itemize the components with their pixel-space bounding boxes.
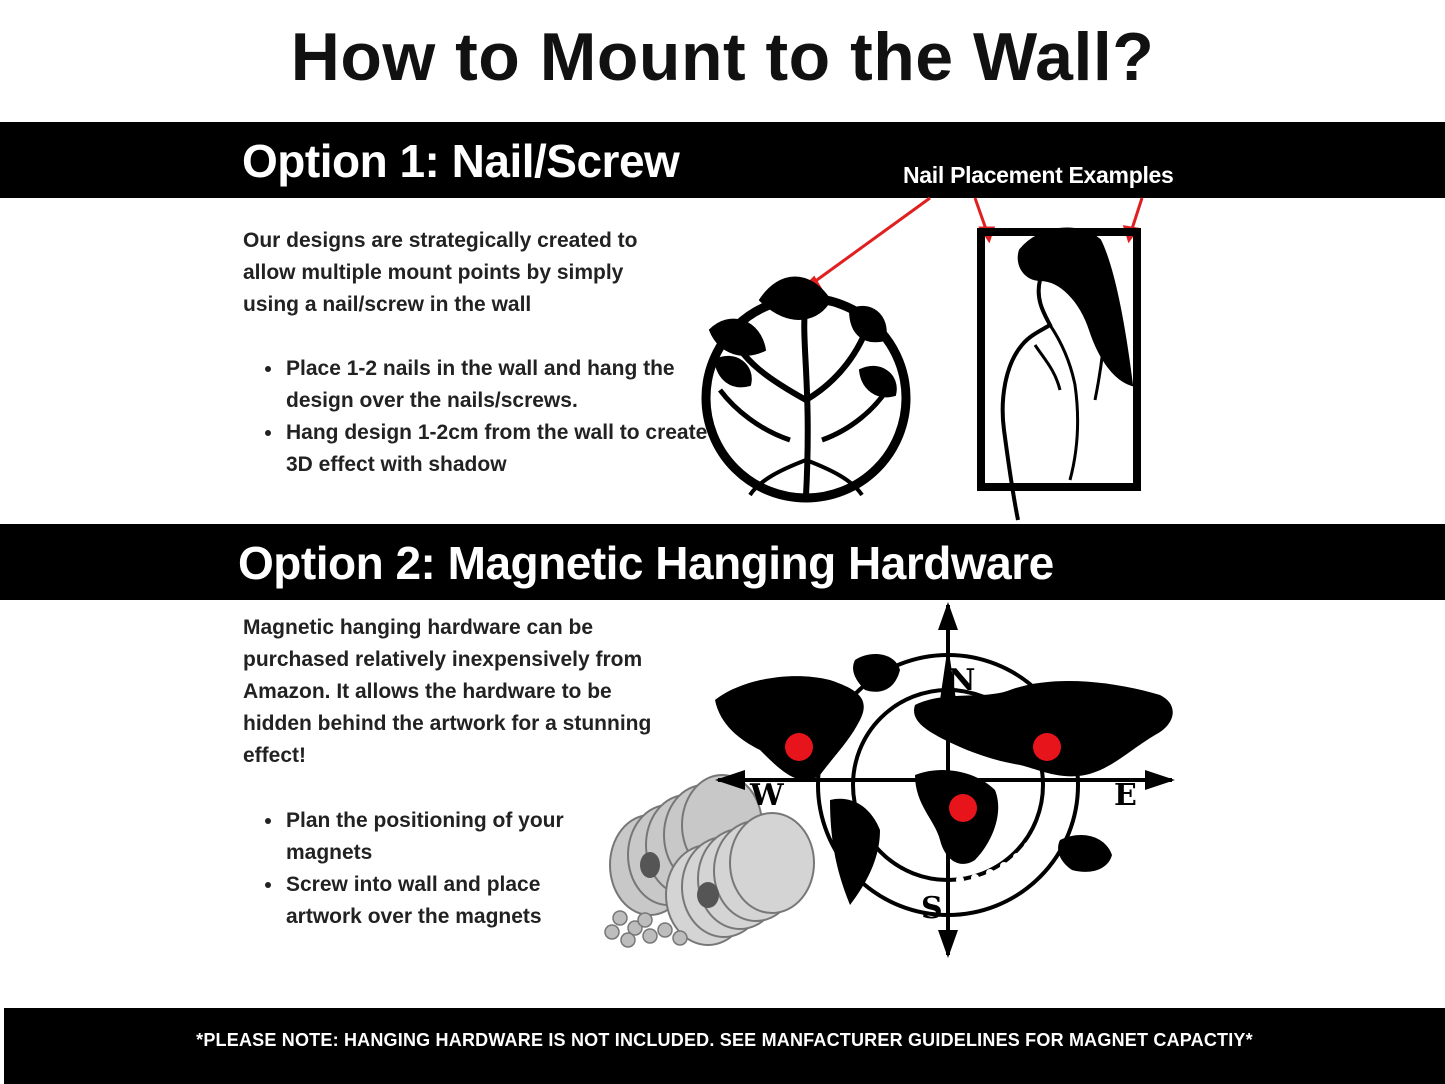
option2-heading: Option 2: Magnetic Hanging Hardware bbox=[238, 537, 1054, 589]
option2-bullet: • Plan the positioning of your magnets bbox=[284, 805, 614, 869]
footer-band bbox=[4, 1008, 1445, 1084]
footer-note: *PLEASE NOTE: HANGING HARDWARE IS NOT INCLUDED. SEE MANFACTURER GUIDELINES FOR MAGNET CAPACTIY* bbox=[196, 1030, 1253, 1050]
page-title: How to Mount to the Wall? bbox=[290, 19, 1155, 95]
nail-placement-label: Nail Placement Examples bbox=[903, 162, 1174, 188]
compass-letter-n: N bbox=[948, 663, 976, 698]
compass-letter-e: E bbox=[1114, 778, 1137, 813]
floral-circle-art-icon bbox=[706, 278, 906, 499]
compass-letter-w: W bbox=[750, 778, 784, 813]
option1-description: Our designs are strategically created to allow multiple mount points by simply using a nail/screw in the wall bbox=[243, 229, 638, 316]
option1-heading: Option 1: Nail/Screw bbox=[242, 135, 680, 187]
option1-bullet: • Hang design 1-2cm from the wall to create 3D effect with shadow bbox=[284, 417, 724, 481]
compass-letter-s: S bbox=[921, 891, 943, 926]
option2-description: Magnetic hanging hardware can be purchased relatively inexpensively from Amazon. It allows the hardware to be hidden behind the artwork for a stunning effect! bbox=[243, 616, 652, 767]
option2-bullet: • Screw into wall and place artwork over the magnets bbox=[284, 869, 614, 933]
woman-frame-art-icon bbox=[981, 229, 1137, 520]
option1-bullet: • Place 1-2 nails in the wall and hang the design over the nails/screws. bbox=[284, 353, 724, 417]
